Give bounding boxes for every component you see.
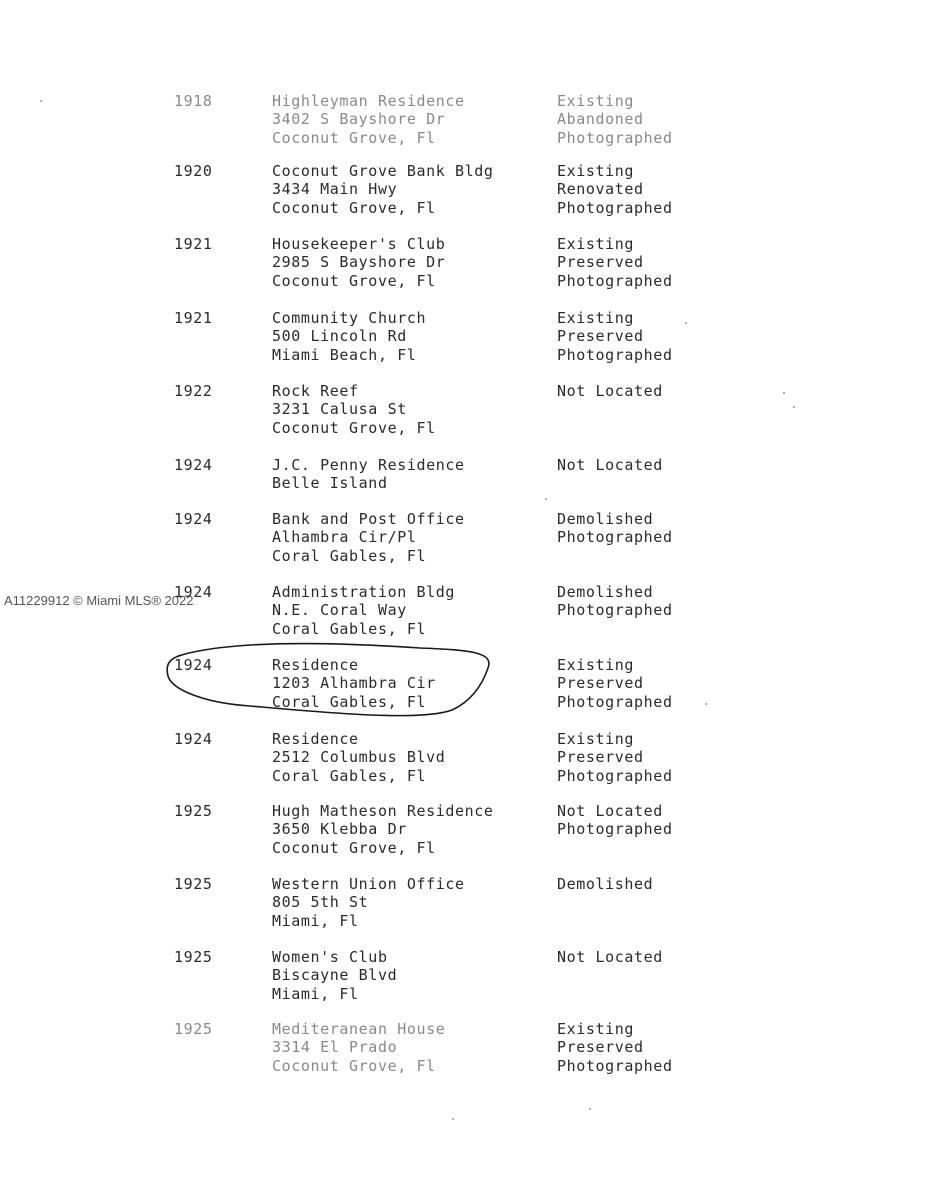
entry-year: 1922	[174, 382, 213, 400]
entry-status: Preserved	[557, 674, 644, 693]
entry-status-column	[557, 1020, 673, 1075]
entry-name-column	[272, 92, 465, 147]
entry-year: 1918	[174, 92, 213, 110]
mls-watermark: A11229912 © Miami MLS® 2022	[4, 593, 194, 608]
entry-address: Biscayne Blvd	[272, 966, 398, 985]
entry-status-column	[557, 730, 673, 785]
entry-address: 805 5th St	[272, 893, 369, 912]
entry-name: Mediteranean House	[272, 1020, 446, 1038]
scan-speck	[452, 1118, 454, 1120]
entry-name-column	[272, 382, 436, 437]
entry-status: Abandoned	[557, 110, 644, 129]
entry-city: Coral Gables, Fl	[272, 619, 427, 638]
entry-name-column	[272, 730, 445, 785]
entry-status: Demolished	[557, 583, 654, 601]
entry-name-column	[272, 235, 445, 290]
entry-status: Photographed	[557, 198, 673, 217]
entry-city: Coconut Grove, Fl	[272, 838, 436, 857]
entry-name: Administration Bldg	[272, 583, 455, 601]
entry-name: Housekeeper's Club	[272, 235, 446, 253]
entry-city: Coconut Grove, Fl	[272, 128, 436, 147]
entry-status-column	[557, 235, 673, 290]
entry-status: Existing	[557, 730, 635, 748]
entry-name-column	[272, 875, 465, 930]
entry-name-column	[272, 802, 494, 857]
entry-year: 1924	[174, 510, 213, 528]
entry-name-column	[272, 510, 465, 565]
entry-status-column	[557, 510, 673, 547]
entry-status: Photographed	[557, 766, 673, 785]
scan-speck	[783, 392, 785, 394]
entry-name-column	[272, 948, 397, 1003]
entry-status: Photographed	[557, 345, 673, 364]
scan-speck	[589, 1108, 591, 1110]
entry-status: Existing	[557, 162, 635, 180]
entry-name-column	[272, 1020, 445, 1075]
entry-address: 3650 Klebba Dr	[272, 820, 407, 839]
entry-year: 1921	[174, 309, 213, 327]
entry-year: 1925	[174, 802, 213, 820]
entry-city: Miami Beach, Fl	[272, 345, 417, 364]
entry-status: Not Located	[557, 948, 663, 966]
entry-status-column	[557, 875, 653, 893]
entry-address: 3402 S Bayshore Dr	[272, 110, 446, 129]
entry-status: Preserved	[557, 748, 644, 767]
entry-status-column	[557, 162, 673, 217]
scan-speck	[685, 322, 687, 324]
entry-name: Coconut Grove Bank Bldg	[272, 162, 494, 180]
entry-status: Preserved	[557, 253, 644, 272]
entry-status-column	[557, 456, 663, 474]
entry-year: 1921	[174, 235, 213, 253]
entry-city: Coconut Grove, Fl	[272, 1056, 436, 1075]
entry-year: 1924	[174, 456, 213, 474]
entry-city: Coral Gables, Fl	[272, 692, 427, 711]
entry-status: Photographed	[557, 601, 673, 620]
scan-speck	[40, 100, 42, 102]
entry-status: Existing	[557, 656, 635, 674]
entry-address: 3231 Calusa St	[272, 400, 407, 419]
entry-name: Residence	[272, 730, 359, 748]
entry-status: Photographed	[557, 128, 673, 147]
entry-status: Photographed	[557, 1056, 673, 1075]
entry-address: Belle Island	[272, 474, 388, 493]
entry-city: Coconut Grove, Fl	[272, 271, 436, 290]
entry-status: Demolished	[557, 510, 654, 528]
entry-status: Renovated	[557, 180, 644, 199]
entry-status: Preserved	[557, 1038, 644, 1057]
entry-city: Miami, Fl	[272, 984, 359, 1003]
entry-address: Alhambra Cir/Pl	[272, 528, 417, 547]
entry-address: 3434 Main Hwy	[272, 180, 398, 199]
entry-status: Photographed	[557, 271, 673, 290]
entry-status: Existing	[557, 92, 635, 110]
entry-status-column	[557, 802, 673, 839]
entry-status: Not Located	[557, 456, 663, 474]
entry-name: Residence	[272, 656, 359, 674]
entry-status: Photographed	[557, 692, 673, 711]
entry-year: 1924	[174, 656, 213, 674]
entry-name: Community Church	[272, 309, 427, 327]
scan-speck	[793, 406, 795, 408]
entry-status-column	[557, 948, 663, 966]
entry-status-column	[557, 382, 663, 400]
entry-address: N.E. Coral Way	[272, 601, 407, 620]
entry-status: Preserved	[557, 327, 644, 346]
entry-year: 1924	[174, 730, 213, 748]
entry-city: Coconut Grove, Fl	[272, 418, 436, 437]
entry-address: 1203 Alhambra Cir	[272, 674, 436, 693]
entry-city: Coral Gables, Fl	[272, 546, 427, 565]
entry-status-column	[557, 656, 673, 711]
entry-address: 3314 El Prado	[272, 1038, 398, 1057]
entry-name: Women's Club	[272, 948, 388, 966]
entry-year: 1920	[174, 162, 213, 180]
entry-name: Rock Reef	[272, 382, 359, 400]
entry-status: Existing	[557, 1020, 635, 1038]
entry-name-column	[272, 456, 465, 493]
entry-city: Coral Gables, Fl	[272, 766, 427, 785]
entry-year: 1925	[174, 1020, 213, 1038]
entry-address: 500 Lincoln Rd	[272, 327, 407, 346]
scan-speck	[545, 498, 547, 500]
entry-city: Miami, Fl	[272, 911, 359, 930]
entry-status-column	[557, 92, 673, 147]
entry-status-column	[557, 309, 673, 364]
entry-status: Photographed	[557, 820, 673, 839]
entry-status: Demolished	[557, 875, 654, 893]
entry-city: Coconut Grove, Fl	[272, 198, 436, 217]
scan-speck	[705, 703, 707, 705]
entry-status: Existing	[557, 235, 635, 253]
entry-name-column	[272, 162, 494, 217]
entry-name: Highleyman Residence	[272, 92, 465, 110]
entry-name: J.C. Penny Residence	[272, 456, 465, 474]
entry-status: Not Located	[557, 382, 663, 400]
entry-name: Western Union Office	[272, 875, 465, 893]
entry-address: 2985 S Bayshore Dr	[272, 253, 446, 272]
entry-name: Bank and Post Office	[272, 510, 465, 528]
entry-year: 1925	[174, 948, 213, 966]
entry-name-column	[272, 656, 436, 711]
entry-year: 1924	[174, 583, 213, 601]
entry-status-column	[557, 583, 673, 620]
entry-status: Not Located	[557, 802, 663, 820]
entry-name: Hugh Matheson Residence	[272, 802, 494, 820]
entry-year: 1925	[174, 875, 213, 893]
entry-address: 2512 Columbus Blvd	[272, 748, 446, 767]
entry-status: Photographed	[557, 528, 673, 547]
entry-status: Existing	[557, 309, 635, 327]
entry-name-column	[272, 309, 426, 364]
entry-name-column	[272, 583, 455, 638]
